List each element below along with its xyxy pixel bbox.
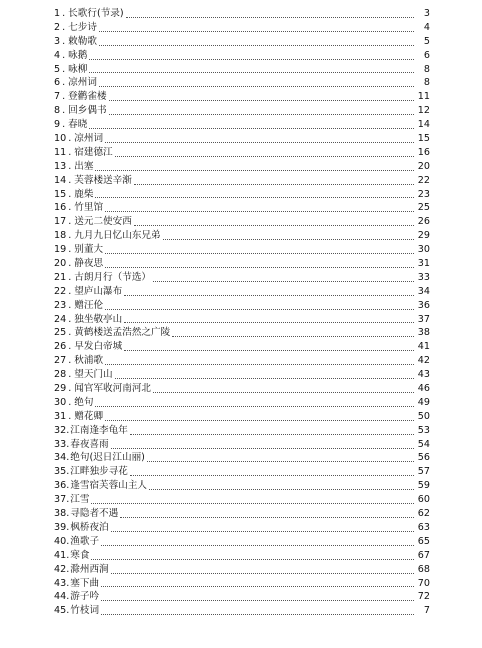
toc-entry-page-number: 67 [417, 549, 430, 561]
toc-entry-title: 古朗月行（节选） [74, 271, 152, 283]
toc-entry-title: 春夜喜雨 [70, 438, 109, 450]
toc-entry-separator: . [62, 63, 66, 75]
toc-entry-page-number: 56 [417, 452, 430, 464]
toc-entry-separator: . [66, 438, 70, 450]
toc-entry-number: 37 [54, 494, 67, 506]
toc-entry-title: 春晓 [68, 119, 88, 131]
toc-entry-page-number: 20 [417, 160, 430, 172]
table-of-contents [54, 7, 430, 618]
toc-dot-leader [105, 142, 414, 143]
toc-entry-page-number: 36 [417, 299, 430, 311]
toc-entry-title: 滁州西涧 [70, 563, 109, 575]
toc-dot-leader [105, 211, 414, 212]
toc-dot-leader [153, 281, 414, 282]
toc-entry-number: 41 [54, 549, 67, 561]
toc-entry-title: 九月九日忆山东兄弟 [74, 230, 161, 242]
toc-entry-page-number: 26 [417, 216, 430, 228]
toc-entry-title: 七步诗 [68, 21, 97, 33]
toc-dot-leader [89, 59, 414, 60]
toc-entry-separator: . [68, 299, 72, 311]
toc-entry-number: 4 [54, 49, 61, 61]
toc-entry-separator: . [68, 188, 72, 200]
toc-entry-number: 32 [54, 424, 67, 436]
toc-entry-page-number: 11 [417, 91, 430, 103]
toc-dot-leader [147, 461, 414, 462]
toc-dot-leader [109, 100, 414, 101]
toc-entry-number: 13 [54, 160, 67, 172]
toc-entry[interactable] [54, 271, 430, 285]
toc-dot-leader [134, 184, 414, 185]
toc-dot-leader [101, 614, 414, 615]
toc-entry-title: 黄鹤楼送孟浩然之广陵 [74, 327, 171, 339]
toc-entry-number: 33 [54, 438, 67, 450]
toc-entry-separator: . [68, 410, 72, 422]
toc-dot-leader [99, 31, 414, 32]
toc-entry-separator: . [68, 174, 72, 186]
toc-entry-separator: . [66, 494, 70, 506]
toc-entry-separator: . [68, 202, 72, 214]
toc-entry-page-number: 31 [417, 258, 430, 270]
toc-entry-title: 出塞 [74, 160, 94, 172]
toc-entry-number: 6 [54, 77, 61, 89]
toc-dot-leader [124, 350, 414, 351]
toc-entry-number: 7 [54, 91, 61, 103]
toc-dot-leader [91, 503, 414, 504]
toc-entry[interactable] [54, 368, 430, 382]
toc-entry-title: 枫桥夜泊 [70, 521, 109, 533]
toc-entry-separator: . [62, 35, 66, 47]
toc-entry-number: 3 [54, 35, 61, 47]
toc-entry-separator: . [68, 341, 72, 353]
toc-entry-separator: . [62, 21, 66, 33]
toc-entry[interactable] [54, 340, 430, 354]
toc-dot-leader [109, 114, 414, 115]
toc-entry-title: 独坐敬亭山 [74, 313, 123, 325]
toc-entry-title: 闻官军收河南河北 [74, 383, 152, 395]
toc-entry[interactable] [54, 63, 430, 77]
toc-entry-number: 1 [54, 7, 61, 19]
toc-entry[interactable] [54, 313, 430, 327]
toc-entry-number: 22 [54, 285, 67, 297]
toc-dot-leader [111, 448, 414, 449]
toc-entry-page-number: 49 [417, 396, 430, 408]
toc-entry-number: 21 [54, 271, 67, 283]
toc-entry-title: 逢雪宿芙蓉山主人 [70, 480, 148, 492]
toc-entry-page-number: 68 [417, 563, 430, 575]
toc-entry[interactable] [54, 76, 430, 90]
toc-entry-page-number: 14 [417, 119, 430, 131]
toc-entry-page-number: 63 [417, 521, 430, 533]
toc-entry[interactable] [54, 563, 430, 577]
toc-dot-leader [99, 86, 414, 87]
toc-entry-title: 回乡偶书 [68, 105, 107, 117]
toc-dot-leader [101, 545, 414, 546]
toc-entry-page-number: 33 [417, 271, 430, 283]
toc-entry-separator: . [62, 77, 66, 89]
toc-entry-separator: . [66, 521, 70, 533]
toc-entry[interactable] [54, 479, 430, 493]
toc-entry-number: 34 [54, 452, 67, 464]
toc-entry-title: 咏鹅 [68, 49, 88, 61]
toc-entry-page-number: 38 [417, 327, 430, 339]
toc-entry-page-number: 12 [417, 105, 430, 117]
toc-entry-title: 芙蓉楼送辛渐 [74, 174, 132, 186]
toc-entry-title: 秋浦歌 [74, 355, 104, 367]
toc-entry-title: 寒食 [70, 549, 90, 561]
toc-entry-page-number: 22 [417, 174, 430, 186]
toc-entry[interactable] [54, 160, 430, 174]
toc-entry-page-number: 54 [417, 438, 430, 450]
toc-entry-separator: . [66, 549, 70, 561]
toc-entry-separator: . [68, 355, 72, 367]
toc-entry-number: 9 [54, 119, 61, 131]
toc-entry-separator: . [66, 466, 70, 478]
toc-entry-page-number: 70 [417, 577, 430, 589]
toc-entry-number: 45 [54, 605, 67, 617]
toc-entry-separator: . [62, 7, 66, 19]
toc-entry-title: 赠花卿 [74, 410, 104, 422]
toc-entry[interactable] [54, 90, 430, 104]
toc-entry-page-number: 3 [423, 7, 430, 19]
toc-dot-leader [172, 336, 414, 337]
toc-entry[interactable] [54, 507, 430, 521]
toc-dot-leader [89, 72, 414, 73]
toc-entry-title: 别董大 [74, 244, 104, 256]
toc-entry[interactable] [54, 285, 430, 299]
toc-entry-number: 30 [54, 396, 67, 408]
toc-entry-title: 凉州词 [74, 133, 104, 144]
toc-entry-title: 敕勒歌 [68, 35, 97, 47]
toc-entry[interactable] [54, 243, 430, 257]
toc-entry[interactable] [54, 174, 430, 188]
toc-entry-separator: . [66, 591, 70, 603]
toc-entry-separator: . [62, 105, 66, 117]
toc-entry-page-number: 29 [417, 230, 430, 242]
toc-entry-number: 40 [54, 535, 67, 547]
toc-entry[interactable] [54, 465, 430, 479]
toc-dot-leader [95, 197, 414, 198]
toc-entry-separator: . [68, 133, 72, 144]
toc-dot-leader [153, 392, 414, 393]
toc-dot-leader [120, 517, 414, 518]
toc-dot-leader [105, 253, 414, 254]
toc-entry-separator: . [68, 230, 72, 242]
toc-entry-title: 竹里馆 [74, 202, 104, 214]
toc-entry-page-number: 53 [417, 424, 430, 436]
toc-entry[interactable] [54, 354, 430, 368]
toc-entry-title: 江南逢李龟年 [70, 424, 128, 436]
toc-entry[interactable] [54, 577, 430, 591]
toc-entry-page-number: 8 [423, 77, 430, 89]
toc-entry-title: 咏柳 [68, 63, 88, 75]
toc-entry-title: 塞下曲 [70, 577, 100, 589]
toc-entry-separator: . [66, 508, 70, 520]
toc-entry-separator: . [66, 605, 70, 617]
toc-entry-separator: . [62, 119, 66, 131]
toc-dot-leader [124, 295, 414, 296]
toc-entry-page-number: 7 [423, 605, 430, 617]
toc-entry-page-number: 34 [417, 285, 430, 297]
toc-entry[interactable] [54, 604, 430, 618]
toc-entry-title: 江雪 [70, 494, 90, 506]
toc-entry-page-number: 37 [417, 313, 430, 325]
toc-dot-leader [111, 531, 414, 532]
toc-entry-separator: . [66, 535, 70, 547]
toc-entry-separator: . [68, 216, 72, 228]
toc-entry-page-number: 6 [423, 49, 430, 61]
toc-dot-leader [101, 586, 414, 587]
toc-entry-page-number: 60 [417, 494, 430, 506]
toc-dot-leader [101, 600, 414, 601]
toc-entry[interactable] [54, 396, 430, 410]
toc-entry-number: 23 [54, 299, 67, 311]
toc-entry[interactable] [54, 35, 430, 49]
toc-dot-leader [149, 489, 414, 490]
toc-entry-separator: . [68, 396, 72, 408]
toc-entry-separator: . [68, 383, 72, 395]
toc-entry-number: 10 [54, 133, 67, 144]
toc-entry-number: 17 [54, 216, 67, 228]
toc-dot-leader [130, 475, 414, 476]
toc-dot-leader [95, 406, 414, 407]
toc-entry-title: 凉州词 [68, 77, 97, 89]
toc-entry-page-number: 59 [417, 480, 430, 492]
toc-entry-number: 15 [54, 188, 67, 200]
toc-dot-leader [105, 364, 414, 365]
toc-entry-page-number: 41 [417, 341, 430, 353]
toc-dot-leader [124, 322, 414, 323]
toc-dot-leader [95, 170, 414, 171]
toc-entry[interactable] [54, 229, 430, 243]
toc-entry-title: 望天门山 [74, 369, 113, 381]
toc-entry-title: 渔歌子 [70, 535, 100, 547]
toc-entry-number: 28 [54, 369, 67, 381]
toc-entry-number: 38 [54, 508, 67, 520]
toc-entry-title: 鹿柴 [74, 188, 94, 200]
toc-entry-separator: . [68, 160, 72, 172]
toc-entry-title: 绝句(迟日江山丽) [70, 452, 145, 464]
toc-entry[interactable] [54, 132, 430, 146]
toc-entry-number: 26 [54, 341, 67, 353]
toc-entry-page-number: 62 [417, 508, 430, 520]
toc-entry-page-number: 50 [417, 410, 430, 422]
toc-entry-separator: . [66, 480, 70, 492]
toc-entry-page-number: 42 [417, 355, 430, 367]
toc-entry-number: 35 [54, 466, 67, 478]
toc-entry-page-number: 8 [423, 63, 430, 75]
toc-dot-leader [89, 128, 414, 129]
toc-entry[interactable] [54, 410, 430, 424]
toc-entry-page-number: 46 [417, 383, 430, 395]
toc-entry[interactable] [54, 215, 430, 229]
toc-entry-separator: . [66, 577, 70, 589]
toc-entry-page-number: 65 [417, 535, 430, 547]
toc-entry-number: 20 [54, 258, 67, 270]
toc-entry-title: 长歌行(节录) [68, 7, 124, 19]
toc-entry-title: 登鹳雀楼 [68, 91, 107, 103]
toc-entry-page-number: 43 [417, 369, 430, 381]
toc-entry[interactable] [54, 382, 430, 396]
toc-dot-leader [115, 156, 414, 157]
toc-dot-leader [111, 573, 414, 574]
toc-entry[interactable] [54, 438, 430, 452]
toc-dot-leader [115, 378, 414, 379]
toc-entry-page-number: 16 [417, 146, 430, 158]
toc-entry-separator: . [68, 327, 72, 339]
toc-entry[interactable] [54, 424, 430, 438]
toc-entry-number: 19 [54, 244, 67, 256]
toc-entry-number: 14 [54, 174, 67, 186]
toc-dot-leader [105, 420, 414, 421]
toc-entry[interactable] [54, 535, 430, 549]
toc-entry-separator: . [68, 271, 72, 283]
toc-dot-leader [105, 309, 414, 310]
toc-entry-separator: . [68, 244, 72, 256]
toc-dot-leader [163, 239, 414, 240]
toc-entry-title: 宿建德江 [74, 146, 113, 158]
toc-entry[interactable] [54, 188, 430, 202]
toc-entry-separator: . [68, 285, 72, 297]
toc-entry-title: 绝句 [74, 396, 94, 408]
toc-entry[interactable] [54, 201, 430, 215]
toc-entry-page-number: 30 [417, 244, 430, 256]
toc-entry[interactable] [54, 326, 430, 340]
toc-entry[interactable] [54, 590, 430, 604]
toc-entry-number: 5 [54, 63, 61, 75]
toc-entry-separator: . [68, 313, 72, 325]
toc-entry-title: 赠汪伦 [74, 299, 104, 311]
toc-entry[interactable] [54, 521, 430, 535]
toc-dot-leader [99, 45, 414, 46]
toc-entry[interactable] [54, 104, 430, 118]
toc-entry-number: 8 [54, 105, 61, 117]
toc-entry-number: 2 [54, 21, 61, 33]
toc-entry-page-number: 72 [417, 591, 430, 603]
toc-entry[interactable] [54, 146, 430, 160]
toc-entry-title: 早发白帝城 [74, 341, 123, 353]
toc-entry-page-number: 5 [423, 35, 430, 47]
toc-entry-number: 39 [54, 521, 67, 533]
toc-entry[interactable] [54, 257, 430, 271]
toc-entry[interactable] [54, 118, 430, 132]
toc-entry-page-number: 25 [417, 202, 430, 214]
toc-entry-page-number: 15 [417, 133, 430, 144]
toc-entry-page-number: 57 [417, 466, 430, 478]
toc-entry[interactable] [54, 49, 430, 63]
toc-entry-separator: . [66, 563, 70, 575]
toc-entry[interactable] [54, 493, 430, 507]
toc-entry-separator: . [62, 91, 66, 103]
toc-entry-title: 望庐山瀑布 [74, 285, 123, 297]
toc-entry-separator: . [68, 369, 72, 381]
toc-entry-separator: . [66, 424, 70, 436]
toc-entry[interactable] [54, 7, 430, 21]
toc-dot-leader [130, 434, 414, 435]
toc-dot-leader [126, 17, 414, 18]
toc-entry-number: 24 [54, 313, 67, 325]
toc-entry-number: 44 [54, 591, 67, 603]
toc-entry-number: 31 [54, 410, 67, 422]
toc-entry-separator: . [66, 452, 70, 464]
toc-entry-page-number: 4 [423, 21, 430, 33]
toc-entry[interactable] [54, 299, 430, 313]
toc-entry-title: 送元二使安西 [74, 216, 132, 228]
toc-entry-title: 寻隐者不遇 [70, 508, 119, 520]
toc-entry-title: 江畔独步寻花 [70, 466, 128, 478]
toc-entry-number: 27 [54, 355, 67, 367]
toc-entry-number: 36 [54, 480, 67, 492]
toc-entry-title: 静夜思 [74, 258, 104, 270]
toc-entry-separator: . [68, 258, 72, 270]
toc-entry-number: 42 [54, 563, 67, 575]
toc-entry-title: 竹枝词 [70, 605, 100, 617]
toc-dot-leader [105, 267, 414, 268]
toc-entry-number: 25 [54, 327, 67, 339]
toc-dot-leader [134, 225, 414, 226]
toc-entry[interactable] [54, 549, 430, 563]
toc-entry-title: 游子吟 [70, 591, 100, 603]
toc-dot-leader [91, 559, 414, 560]
toc-entry[interactable] [54, 21, 430, 35]
toc-entry[interactable] [54, 452, 430, 466]
toc-entry-number: 16 [54, 202, 67, 214]
toc-entry-number: 43 [54, 577, 67, 589]
toc-entry-number: 29 [54, 383, 67, 395]
toc-entry-number: 18 [54, 230, 67, 242]
toc-entry-number: 11 [54, 146, 67, 158]
toc-entry-separator: . [62, 49, 66, 61]
toc-entry-separator: . [68, 146, 72, 158]
toc-entry-page-number: 23 [417, 188, 430, 200]
